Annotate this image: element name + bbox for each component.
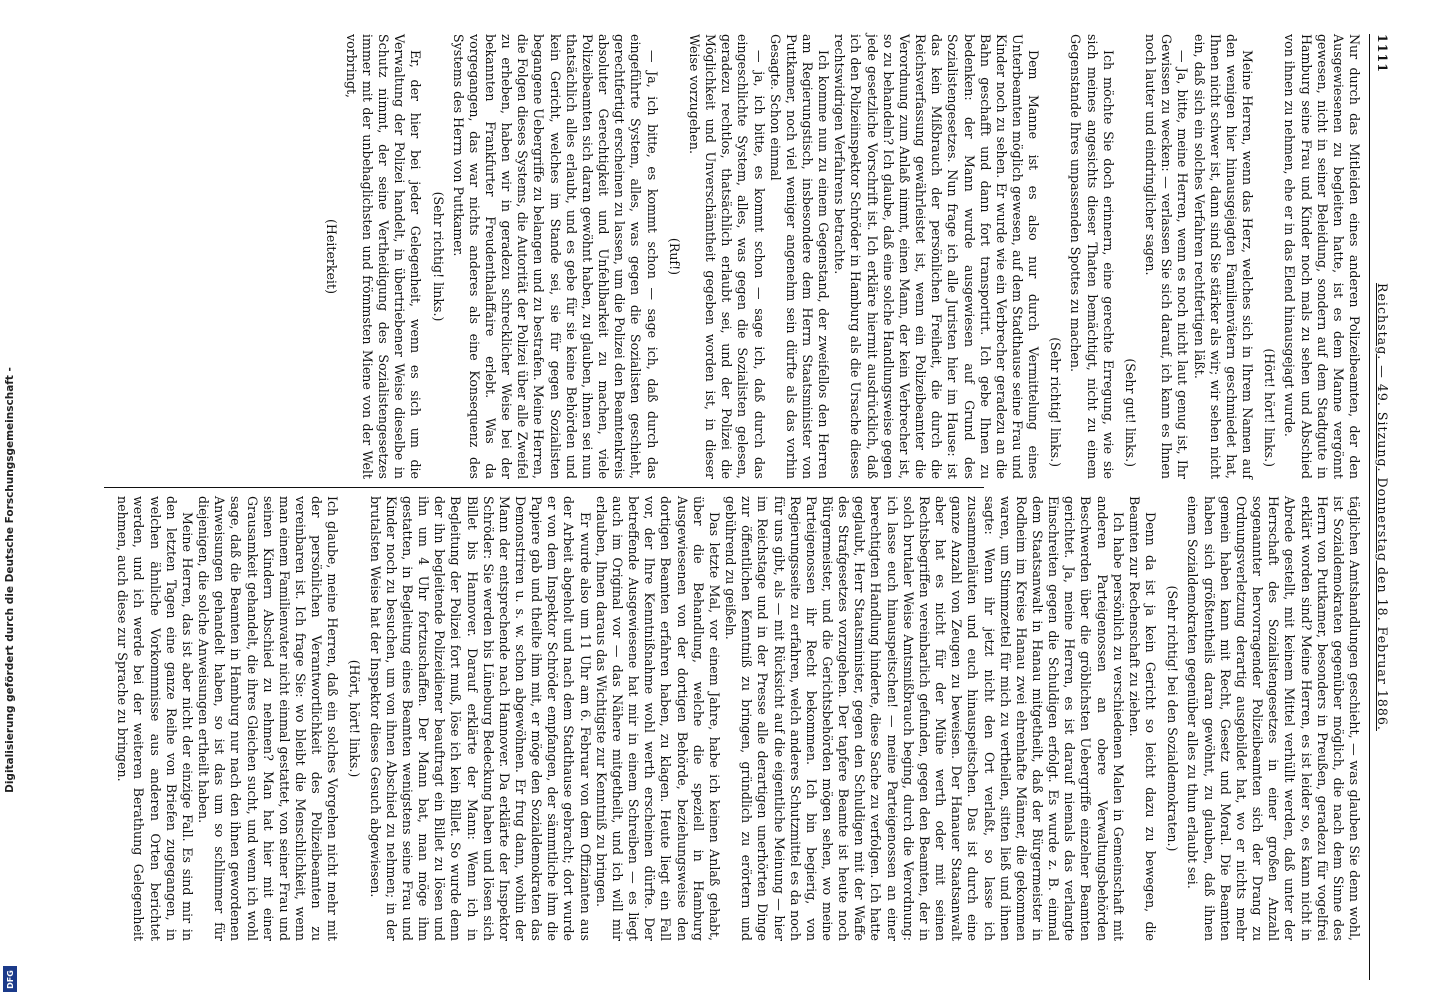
dfg-logo xyxy=(3,966,17,992)
paragraph: Denn da ist ja kein Gericht so leicht dazu zu bewegen, die Beamten zur Rechenschaft zu ziehen. xyxy=(1126,496,1159,941)
interjection: (Heiterkeit) xyxy=(323,219,339,294)
interjection: (Hört! hört! links.) xyxy=(1262,348,1278,467)
paragraph: — Ja, bitte, meine Herren, wenn es noch nicht laut genug ist, Ihr Gewissen zu wecken: — verlassen Sie sich darauf, ich kann es Ihnen noch lauter und eindringlicher sagen. xyxy=(1143,34,1191,479)
interjection: (Sehr richtig! bei den Sozialdemokraten.) xyxy=(1165,585,1181,852)
column-divider xyxy=(104,487,984,488)
paragraph: Ich glaube, meine Herren, daß ein solches Vorgehen nicht mehr mit der persönlichen Verantwortlichkeit des Polizeibeamten zu vereinbaren ist. Ich frage Sie: wo bleibt die Menschlichkeit, wenn man einem Familienvater nicht einmal gestattet, von seiner Frau und seinen Kindern Abschied zu nehmen? Man hat hier mit einer Grausamkeit gehandelt, die ihres Gleichen sucht, und wenn ich wohl sage, daß die Beamten in Hamburg nur nach den ihnen gewordenen Anweisungen gehandelt haben, so ist das um so schlimmer für diejenigen, die solche Anweisungen ertheilt haben. xyxy=(196,496,341,941)
credit-text: Digitalisierung gefördert durch die Deutsche Forschungsgemeinschaft - xyxy=(4,367,16,793)
page-number: 1111 xyxy=(1375,34,1390,74)
interjection: (Hört, hört! links.) xyxy=(347,659,363,778)
left-column xyxy=(316,34,1362,479)
digitization-credit xyxy=(0,0,20,1000)
paragraph: Dem Manne ist es also nur durch Vermittelung eines Unterbeamten möglich gewesen, auf dem Stadthause seine Frau und Kinder noch zu sehen. Er wurde wie ein Verbrecher geradezu an die Bahn geschafft und dann fort transportirt. Ich gebe Ihnen zu bedenken: der Mann wurde ausgewiesen auf Grund des Sozialistengesetzes. Nun frage ich alle Juristen hier im Hause: ist das kein Mißbrauch der persönlichen Freiheit, die durch die Reichsverfassung gewährleistet ist, wenn ein Polizeibeamter die Verordnung zum Anlaß nimmt, einen Mann, der kein Verbrecher ist, so zu behandeln? Ich glaube, daß eine solche Handlungsweise gegen jede gesetzliche Vorschrift ist. Ich erkläre hiermit ausdrücklich, daß ich den Polizeiinspektor Schröder in Hamburg als die Ursache dieses rechtswidrigen Verfahrens betrachte. xyxy=(832,34,1042,479)
paragraph: — ja, ich bitte, es kommt schon — sage ich, daß durch das eingeschlichte System, alles, was gegen die Sozialisten gelesen, geradezu rechtlos, thatsächlich erlaubt sei, und der Polizei die Möglichkeit und Unverschämtheit gegeben worden ist, in dieser Weise vorzugehen. xyxy=(686,34,767,479)
interjection: (Sehr richtig! links.) xyxy=(430,191,446,322)
interjection: (Sehr gut! links.) xyxy=(1122,358,1138,467)
paragraph: Das letzte Mal, vor einem Jahre, habe ich keinen Anlaß gehabt, über die Behandlung, welche die speziell in Hamburg Ausgewiesenen von der dortigen Behörde, beziehungsweise den dortigen Beamten erfahren haben, zu klagen. Heute liegt ein Fall vor, der Ihre Kenntnißnahme wohl werth erscheinen dürfte. Der betreffende Ausgewiesene hat mir in einem Schreiben — es liegt auch im Original vor — das Nähere mitgetheilt, und ich will mir erlauben, Ihnen daraus das Wichtigste zur Kenntniß zu bringen. xyxy=(593,496,722,941)
paragraph: Ich komme nun zu einem Gegenstand, der zweifellos den Herren am Regierungstisch, insbesondere dem Herrn Staatsminister von Puttkamer, noch viel weniger angenehm sein dürfte als das vorhin Gesagte. Schon einmal xyxy=(767,34,832,479)
paragraph: Meine Herren, wenn das Herz, welches sich in Ihrem Namen auf den wenigen hier hinausgejagten Familienvätern geschmiedet hat, Ihnen nicht schwer ist, dann sind Sie stärker als wir; wir sehen nicht ein, daß sich ein solches Verfahren rechtfertigen läßt. xyxy=(1191,34,1256,479)
paragraph: Ich habe persönlich zu verschiedenen Malen in Gemeinschaft mit anderen Parteigenossen an obere Verwaltungsbehörden Beschwerden über die gröblichsten Uebergriffe einzelner Beamten gerichtet. Ja, meine Herren, es ist darauf niemals das verlangte Einschreiten gegen die Schuldigen erfolgt. Es wurde z. B. einmal dem Staatsanwalt in Hanau mitgetheilt, daß der Bürgermeister in Rodheim im Kreise Hanau zwei ehrenhafte Männer, die gekommen waren, um Stimmzettel für mich zu vertheilen, sitten ließ und ihnen sagte: Wenn ihr jetzt nicht den Ort verlaßt, so lasse ich zusammenläuten und euch hinauspeitschen. Das ist durch eine ganze Anzahl von Zeugen zu beweisen. Der Hanauer Staatsanwalt aber hat es nicht für der Mühe werth oder mit seinen Rechtsbegriffen vereinbarlich gefunden, gegen den Beamten, der in solch brutaler Weise Amtsmißbrauch beging, durch die Verordnung: ich lasse euch hinauspeitschen! — meine Parteigenossen an einer berechtigten Handlung hinderte, diese Sache zu verfolgen. Ich hatte geglaubt, Herr Staatsminister, gegen den Schuldigen mit der Waffe des Strafgesetzes vorzugehen. Der tapfere Beamte ist heute noch Bürgermeister, und die Gerichtsbehörden mögen sehen, wo meine Parteigenossen ihr Recht bekommen. Ich bin begierig, von Regierungsseite zu erfahren, welch anderes Schutzmittel es da noch für uns gibt, als — mit Rücksicht auf die eigentliche Meinung — hier im Reichstage und in der Presse alle derartigen unerhörten Dinge zur öffentlichen Kenntniß zu bringen, gründlich zu erörtern und gebührend zu geißeln. xyxy=(723,496,1126,941)
right-column xyxy=(114,496,1362,941)
paragraph: Er, der hier bei jeder Gelegenheit, wenn es sich um die Verwaltung der Polizei handelt, in übertriebener Weise dieselbe in Schutz nimmt, der seine Vertheidigung des Sozialistengesetzes immer mit der unbehaglichsten und frömmsten Miene von der Welt vorbringt, xyxy=(343,34,424,479)
paragraph: Ich möchte Sie doch erinnern, eine gerechte Erregung, wie sie sich meines angesichts dieser Thaten bemächtigt, nicht zu einem Gegenstande Ihres unpassenden Spottes zu machen. xyxy=(1068,34,1116,479)
paragraph: — Ja, ich bitte, es kommt schon — sage ich, daß durch das eingeführte System, alles, was gegen die Sozialisten geschieht, gerechtfertigt erscheinen zu lassen, um die Polizei den Beamtenkreis absoluter Gerechtigkeit und Unfehlbarkeit zu machen, viele Polizeibeamten sich daran gewöhnt haben, zu glauben, ihnen sei nun thatsächlich alles erlaubt, und es gebe für sie keine Behörden und kein Gericht, welches im Stande sei, sie für gegen Sozialisten begangene Uebergriffe zu belangen und zu bestrafen. Meine Herren, die Folgen dieses Systems, die Autorität der Polizei über alle Zweifel zu erheben, haben wir in geradezu schrecklicher Weise bei der bekannten Frankfurter Freudenthalaffaire erlebt. Was da vorgegangen, das war nichts anderes als eine Konsequenz des Systems des Herrn von Puttkamer. xyxy=(450,34,660,479)
paragraph: Nur durch das Mitleiden eines anderen Polizeibeamten, der den Ausgewiesenen zu begleiten hatte, ist es dem Manne vergönnt gewesen, nicht in seiner Beleidung, sondern auf dem Stadtgute in Hamburg seine Frau und Kinder noch mals zu sehen und Abschied von ihnen zu nehmen, ehe er in das Elend hinausgejagt wurde. xyxy=(1282,34,1362,479)
paragraph: täglichen Amtshandlungen geschieht, — was glauben Sie denn wohl, ist Sozialdemokraten gegenüber möglich, die nach dem Sinne des Herrn von Puttkamer, besonders in Preußen, geradezu für vogelfrei erklärt worden sind? Meine Herren, es ist leider so, es kann nicht in Abrede gestellt, mit keinem Mittel verhüllt werden, daß unter der Herrschaft des Sozialistengesetzes in einer großen Anzahl sogenannter hervorragender Polizeibeamten sich der Drang zu Ordnungsverletzung derartig ausgebildet hat, wo er nichts mehr gemein haben kann mit Recht, Gesetz und Moral. Die Beamten haben sich größtentheils daran gewöhnt, zu glauben, daß ihnen einem Sozialdemokraten gegenüber alles zu thun erlaubt sei. xyxy=(1185,496,1362,941)
page-title: Reichstag. — 49. Sitzung. Donnerstag den 18. Februar 1886. xyxy=(1375,283,1390,731)
interjection: (Sehr richtig! links.) xyxy=(1048,337,1064,467)
dfg-logo-text: DFG xyxy=(5,969,15,989)
interjection: (Ruf!) xyxy=(666,237,682,276)
page-header xyxy=(1369,34,1392,980)
paragraph: Er wurde also um 11 Uhr am 6. Februar von dem Offizianten aus der Arbeit abgeholt und nach dem Stadthause gebracht; dort wurde er von dem Inspektor Schröder empfangen, der sämmtliche ihm die Papiere gab und theilte ihm mit, er möge den Sozialdemokraten das Demonstriren u. s. w. schon abgewöhnen. Er frug dann, wohin der Mann der entsprechende nach Hannover. Da erklärte der Inspektor Schröder: Sie werden bis Lüneburg Bedeckung haben und lösen sich Billet bis Hannover. Darauf erklärte der Mann: Wenn ich in Begleitung der Polizei fort muß, löse ich kein Billet. So wurde denn der ihn begleitende Polizeidiener beauftragt ein Billet zu lösen und ihn um 4 Uhr fortzuschaffen. Der Mann bat, man möge ihm gestatten, in Begleitung eines Beamten wenigstens seine Frau und Kinder noch zu besuchen, um von ihnen Abschied zu nehmen; in der brutalsten Weise hat der Inspektor dieses Gesuch abgewiesen. xyxy=(367,496,593,941)
paragraph: Meine Herren, das ist aber nicht der einzige Fall. Es sind mir in den letzten Tagen eine ganze Reihe von Briefen zugegangen, in welchen ähnliche Vorkommnisse aus anderen Orten berichtet werden, und ich werde bei der weiteren Berathung Gelegenheit nehmen, auch diese zur Sprache zu bringen. xyxy=(115,496,195,941)
document-page xyxy=(102,34,1392,980)
